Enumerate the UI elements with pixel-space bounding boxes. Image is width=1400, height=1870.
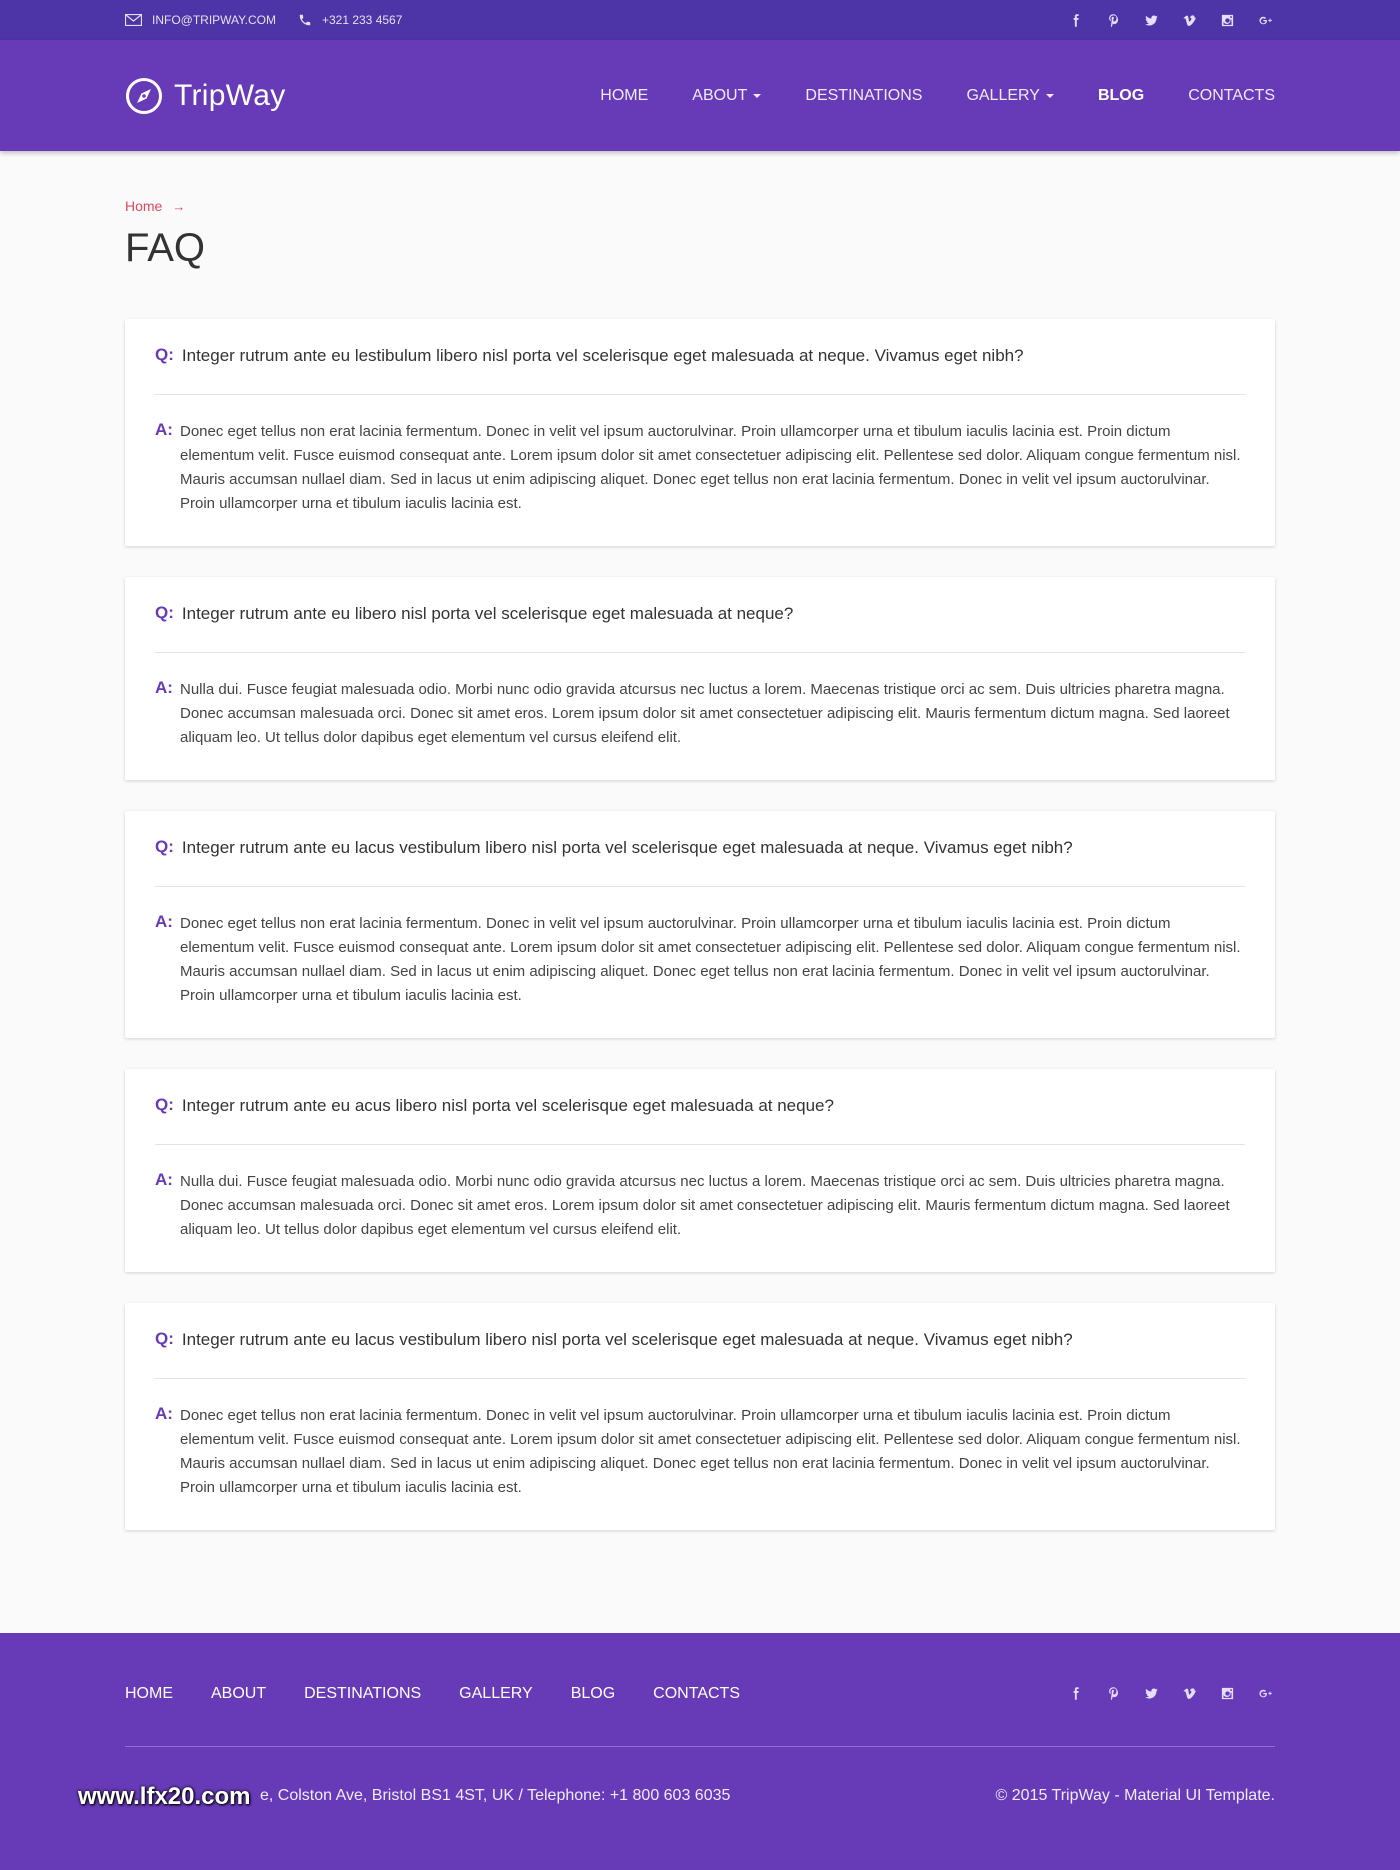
footer-nav-about[interactable]: ABOUT (211, 1684, 267, 1702)
faq-item (125, 1069, 1275, 1272)
faq-item (125, 1303, 1275, 1530)
nav-item-label: BLOG (1097, 86, 1145, 104)
answer-text: Donec eget tellus non erat lacinia fermentum. Donec in velit vel ipsum auctorulvinar. Proin ullamcorper urna et tibulum iaculis lacinia est. Proin dictum elementum velit. Fusce euismod consequat ante. Lorem ipsum dolor sit amet consectetuer adipiscing elit. Pellentese sed dolor. Aliquam congue fermentum nisl. Mauris accumsan nullael diam. Sed in lacus ut enim adipiscing aliquet. Donec eget tellus non erat lacinia fermentum. Donec in velit vel ipsum auctorulvinar. Proin ullamcorper urna et tibulum iaculis lacinia est. (180, 423, 1241, 512)
nav-item-blog[interactable] (1098, 87, 1144, 105)
pinterest-icon[interactable] (1103, 10, 1123, 30)
question-text: Integer rutrum ante eu lacus vestibulum libero nisl porta vel scelerisque eget malesuada at neque. Vivamus eget nibh? (181, 1330, 1073, 1349)
facebook-icon[interactable] (1065, 10, 1085, 30)
footer-social (1065, 1684, 1275, 1704)
question-label: Q: (155, 1095, 174, 1114)
site-footer (0, 1633, 1400, 1870)
email-contact[interactable] (125, 13, 276, 27)
answer-text: Donec eget tellus non erat lacinia fermentum. Donec in velit vel ipsum auctorulvinar. Proin ullamcorper urna et tibulum iaculis lacinia est. Proin dictum elementum velit. Fusce euismod consequat ante. Lorem ipsum dolor sit amet consectetuer adipiscing elit. Pellentese sed dolor. Aliquam congue fermentum nisl. Mauris accumsan nullael diam. Sed in lacus ut enim adipiscing aliquet. Donec eget tellus non erat lacinia fermentum. Donec in velit vel ipsum auctorulvinar. Proin ullamcorper urna et tibulum iaculis lacinia est. (180, 1407, 1241, 1496)
faq-question (155, 837, 1245, 887)
page-title: FAQ (125, 226, 206, 270)
question-text: Integer rutrum ante eu acus libero nisl porta vel scelerisque eget malesuada at neque? (181, 1096, 834, 1115)
twitter-icon[interactable] (1141, 10, 1161, 30)
phone-text: +321 233 4567 (321, 13, 403, 27)
faq-answer (155, 653, 1245, 750)
footer-nav-blog[interactable]: BLOG (570, 1684, 616, 1702)
footer-nav-contacts[interactable]: CONTACTS (653, 1684, 740, 1702)
pinterest-icon[interactable] (1103, 1684, 1123, 1704)
nav-item-label: ABOUT (692, 86, 748, 104)
question-label: Q: (155, 603, 174, 622)
faq-answer (155, 1145, 1245, 1242)
nav-item-contacts[interactable] (1188, 87, 1275, 105)
question-label: Q: (155, 837, 174, 856)
answer-text: Nulla dui. Fusce feugiat malesuada odio. Morbi nunc odio gravida atcursus nec luctus a lorem. Maecenas tristique orci ac sem. Duis ultricies pharetra magna. Donec accumsan malesuada orci. Donec sit amet eros. Lorem ipsum dolor sit amet consectetuer adipiscing elit. Mauris fermentum dictum magna. Sed laoreet aliquam leo. Ut tellus dolor dapibus eget elementum vel cursus eleifend elit. (180, 1173, 1230, 1238)
question-text: Integer rutrum ante eu lacus vestibulum libero nisl porta vel scelerisque eget malesuada at neque. Vivamus eget nibh? (181, 838, 1073, 857)
facebook-icon[interactable] (1065, 1684, 1085, 1704)
answer-label: A: (155, 1170, 173, 1189)
twitter-icon[interactable] (1141, 1684, 1161, 1704)
answer-text: Nulla dui. Fusce feugiat malesuada odio. Morbi nunc odio gravida atcursus nec luctus a lorem. Maecenas tristique orci ac sem. Duis ultricies pharetra magna. Donec accumsan malesuada orci. Donec sit amet eros. Lorem ipsum dolor sit amet consectetuer adipiscing elit. Mauris fermentum dictum magna. Sed laoreet aliquam leo. Ut tellus dolor dapibus eget elementum vel cursus eleifend elit. (180, 681, 1230, 746)
watermark: www.lfx20.com (78, 1783, 251, 1810)
compass-icon (125, 77, 163, 115)
breadcrumb-arrow-icon: → (172, 198, 186, 214)
nav-item-label: HOME (600, 86, 649, 104)
instagram-icon[interactable] (1217, 10, 1237, 30)
nav-item-about[interactable] (692, 87, 761, 105)
footer-copyright: © 2015 TripWay - Material UI Template. (995, 1787, 1275, 1804)
google-plus-icon[interactable] (1255, 10, 1275, 30)
footer-nav (125, 1685, 778, 1703)
faq-item (125, 577, 1275, 780)
instagram-icon[interactable] (1217, 1684, 1237, 1704)
footer-top-row (125, 1633, 1275, 1747)
phone-contact[interactable] (298, 13, 402, 27)
site-logo[interactable] (125, 77, 286, 115)
question-label: Q: (155, 345, 174, 364)
breadcrumb (125, 151, 1275, 214)
nav-item-destinations[interactable] (805, 87, 922, 105)
question-text: Integer rutrum ante eu lestibulum libero nisl porta vel scelerisque eget malesuada at neque. Vivamus eget nibh? (181, 346, 1024, 365)
footer-nav-home[interactable]: HOME (125, 1684, 173, 1702)
faq-item (125, 319, 1275, 546)
nav-item-label: CONTACTS (1188, 86, 1275, 104)
footer-nav-destinations[interactable]: DESTINATIONS (304, 1684, 422, 1702)
phone-icon (298, 13, 312, 27)
nav-item-label: DESTINATIONS (805, 86, 923, 104)
question-label: Q: (155, 1329, 174, 1348)
topbar (0, 0, 1400, 40)
google-plus-icon[interactable] (1255, 1684, 1275, 1704)
footer-nav-gallery[interactable]: GALLERY (459, 1684, 533, 1702)
faq-item (125, 811, 1275, 1038)
faq-answer (155, 1379, 1245, 1500)
email-text: INFO@TRIPWAY.COM (152, 13, 276, 27)
main-content (125, 151, 1275, 1530)
logo-text: TripWay (174, 78, 286, 112)
nav-item-gallery[interactable] (966, 87, 1054, 105)
faq-question (155, 603, 1245, 653)
breadcrumb-home[interactable]: Home (125, 198, 163, 214)
nav-item-label: GALLERY (966, 86, 1040, 104)
answer-label: A: (155, 678, 173, 697)
nav-item-home[interactable] (600, 87, 648, 105)
footer-address: e, Colston Ave, Bristol BS1 4ST, UK / Telephone: +1 800 603 6035 (260, 1787, 731, 1804)
answer-text: Donec eget tellus non erat lacinia fermentum. Donec in velit vel ipsum auctorulvinar. Proin ullamcorper urna et tibulum iaculis lacinia est. Proin dictum elementum velit. Fusce euismod consequat ante. Lorem ipsum dolor sit amet consectetuer adipiscing elit. Pellentese sed dolor. Aliquam congue fermentum nisl. Mauris accumsan nullael diam. Sed in lacus ut enim adipiscing aliquet. Donec eget tellus non erat lacinia fermentum. Donec in velit vel ipsum auctorulvinar. Proin ullamcorper urna et tibulum iaculis lacinia est. (180, 915, 1241, 1004)
answer-label: A: (155, 420, 173, 439)
question-text: Integer rutrum ante eu libero nisl porta vel scelerisque eget malesuada at neque? (181, 604, 794, 623)
answer-label: A: (155, 912, 173, 931)
main-header (0, 40, 1400, 151)
mail-icon (125, 14, 142, 26)
answer-label: A: (155, 1404, 173, 1423)
vimeo-icon[interactable] (1179, 10, 1199, 30)
footer-bottom-row (125, 1747, 1275, 1805)
faq-question (155, 345, 1245, 395)
vimeo-icon[interactable] (1179, 1684, 1199, 1704)
topbar-social (1065, 10, 1275, 30)
faq-list (125, 319, 1275, 1530)
faq-question (155, 1329, 1245, 1379)
caret-down-icon (1046, 94, 1054, 98)
main-nav (556, 87, 1275, 105)
faq-answer (155, 887, 1245, 1008)
faq-question (155, 1095, 1245, 1145)
faq-answer (155, 395, 1245, 516)
topbar-contacts (125, 13, 402, 27)
caret-down-icon (753, 94, 761, 98)
